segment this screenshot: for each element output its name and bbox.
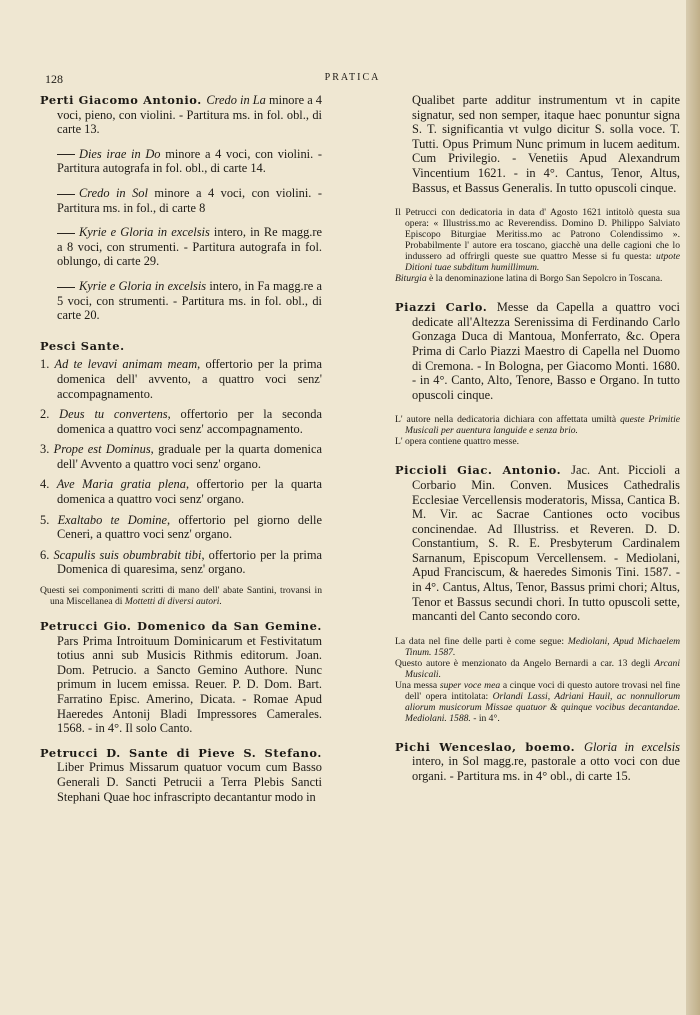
footnote-line: L' opera contiene quattro messe. [395, 436, 520, 448]
entry-heading: Petrucci Gio. Domenico da San Gemine. [40, 619, 322, 634]
entry-perti-work-2: Dies irae in Do minore a 4 voci, con violini. - Partitura autografa in fol. obl., di carte 14. [57, 146, 322, 176]
right-column [395, 93, 680, 814]
left-column [40, 93, 322, 814]
footnote-line: La data nel fine delle parti è come segue: Mediolani, Apud Michaelem Tinum. 1587. [395, 635, 681, 658]
footnote-piazzi [395, 414, 680, 447]
entry-petrucci-gio: Petrucci Gio. Domenico da San Gemine. Pars Prima Introituum Dominicarum et Festivitatum totius anni sub Musicis Rithmis editorum. Joan. Dom. Petrucio. a Sancto Gemino Authore. Nunc primum in lucem emissa. Reuer. P. D. Dom. Bart. Farratino Episc. Amerino, Dicata. - Romae Apud Haeredes Antonij Bladi Impressores Camerales. 1568. - in 4°. Il solo Canto. [40, 619, 322, 736]
entry-heading: Perti Giacomo Antonio. [40, 93, 207, 107]
dash-separator [57, 233, 75, 234]
entry-piazzi: Piazzi Carlo. Messe da Capella a quattro voci dedicate all'Altezza Serenissima di Ferdinando Carlo Gonzaga Duca di Mantoua, Monferrato, &c. Opera Prima di Carlo Piazzi Maestro di Capella nel Duomo di Cremona. - In Bologna, per Giacomo Monti. 1680. - in 4°. Canto, Alto, Tenore, Basso e Organo. In tutto opuscoli cinque. [395, 300, 680, 402]
footnote-line: Biturgia è la denominazione latina di Borgo San Sepolcro in Toscana. [395, 273, 663, 285]
dash-separator [57, 287, 75, 288]
footnote-petrucci [395, 207, 680, 284]
entry-pesci [40, 339, 322, 354]
footnote-piccioli [395, 636, 680, 724]
pesci-work-list [40, 357, 322, 577]
footnote-line: Una messa super voce mea a cinque voci di questo autore trovasi nel fine dell' opera intitolata: Orlandi Lassi, Adriani Hauil, ac nonnullorum aliorum musicorum Missae quatuor & quinque vocibus decantandae. Mediolani. 1588. - in 4°. [395, 679, 681, 724]
page-gutter-shadow [686, 0, 700, 1015]
entry-heading: Pichi Wenceslao, boemo. [395, 739, 585, 754]
list-item: 3. Prope est Dominus, graduale per la quarta domenica dell' Avvento a quattro voci senz' organo. [40, 442, 322, 471]
entry-petrucci-d-continued: Qualibet parte additur instrumentum vt in capite signatur, sed non semper, itaque haec ponuntur signa S. T. significantia vt vulgo dicitur S. solla voce. T. Tutti. Opus Primum Nunc primum in lucem aeditum. Cum Privilegio. - Venetiis Apud Alexandrum Vincentium 1621. - in 4°. Cantus, Tenor, Altus, Bassus, et Bassus Generalis. In tutto opuscoli cinque. [412, 93, 680, 195]
footnote-line: L' autore nella dedicatoria dichiara con affettata umiltà queste Primitie Musicali per auentura languide e senza brio. [395, 414, 680, 437]
list-item: 4. Ave Maria gratia plena, offertorio per la quarta domenica a quattro voci senz' organo. [40, 477, 322, 507]
entry-perti: Perti Giacomo Antonio. Credo in La minore a 4 voci, pieno, con violini. - Partitura ms. in fol. obl., di carte 13. [40, 93, 322, 137]
entry-perti-work-4: Kyrie e Gloria in excelsis intero, in Re magg.re a 8 voci, con strumenti. - Partitura autografa in fol. oblungo, di carte 29. [57, 225, 322, 269]
entry-heading: Pesci Sante. [40, 338, 125, 353]
dash-separator [57, 194, 75, 195]
entry-perti-work-3: Credo in Sol minore a 4 voci, con violini. - Partitura ms. in fol., di carte 8 [57, 185, 322, 215]
list-item: 5. Exaltabo te Domine, offertorio pel giorno delle Ceneri, a quattro voci senz' organo. [40, 512, 322, 542]
entry-petrucci-d: Petrucci D. Sante di Pieve S. Stefano. Liber Primus Missarum quatuor vocum cum Basso Generali D. Sancti Petrucii a Terra Plebis Sancti Stephani Quae hoc infrascripto decantantur modo in [40, 745, 322, 804]
entry-heading: Piazzi Carlo. [395, 300, 497, 315]
footnote-line: Questo autore è menzionato da Angelo Bernardi a car. 13 degli Arcani Musicali. [395, 657, 680, 680]
entry-heading: Piccioli Giac. Antonio. [395, 463, 572, 478]
two-column-body [40, 93, 680, 814]
entry-piccioli: Piccioli Giac. Antonio. Jac. Ant. Piccioli a Corbario Min. Conven. Musices Cathedralis Ecclesiae Vercellensis moderatoris, Missa, Cantica B. M. Vir. ac Sacrae Cantiones octo vocibus concinendae. Ad Illustriss. et Reveren. D. D. Constantium, S. R. E. Presbyterum Cardinalem Sarnanum, Episcopum Vercellensem. - Mediolani, Apud Franciscum, & haeredes Simonis Tini. 1587. - in 4°. Cantus, Altus, Tenor, Bassus primi chori; Altus, Tenor et Bassus secundi chori. In tutto opuscoli sette, mancanti del Canto secondo coro. [395, 463, 680, 624]
entry-pichi: Pichi Wenceslao, boemo. Gloria in excelsis intero, in Sol magg.re, pastorale a otto voci con due organi. - Partitura ms. in 4° obl., di carte 15. [395, 739, 681, 784]
page-header [45, 72, 660, 88]
list-item: 1. Ad te levavi animam meam, offertorio per la prima domenica dell' avvento, a quattro voci senz' accompagnamento. [40, 357, 322, 401]
list-item: 2. Deus tu convertens, offertorio per la seconda domenica a quattro voci senz' accompagnamento. [40, 407, 322, 436]
dash-separator [57, 154, 75, 155]
entry-perti-work-5: Kyrie e Gloria in excelsis intero, in Fa magg.re a 5 voci, con strumenti. - Partitura ms. in fol. obl., di carte 20. [57, 278, 322, 323]
entry-heading: Petrucci D. Sante di Pieve S. Stefano. [40, 745, 322, 760]
footnote-line: Il Petrucci con dedicatoria in data d' Agosto 1621 intitolò questa sua opera: « Illustriss.mo ac Reverendiss. Domino D. Philippo Salviato Episcopo Biturgiae Meritiss.mo ac Patrono Colendissimo ». Probabilmente l' autore era toscano, giacchè una delle cagioni che lo indussero ad offrirgli queste sue quattro Messe si fu questa: utpote Ditioni tuae subditum humillimum. [395, 207, 680, 274]
running-title: PRATICA [324, 72, 381, 83]
list-item: 6. Scapulis suis obumbrabit tibi, offertorio per la prima Domenica di quaresima, senz' organo. [40, 547, 322, 577]
footnote-pesci: Questi sei componimenti scritti di mano dell' abate Santini, trovansi in una Miscellanea di Mottetti di diversi autori. [40, 585, 322, 608]
page-number: 128 [45, 72, 63, 86]
